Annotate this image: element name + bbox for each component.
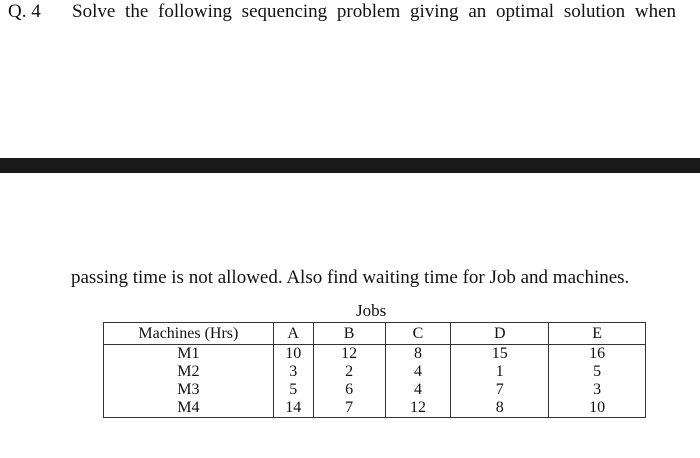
table-cell: 14	[273, 399, 313, 418]
job-header-e: E	[549, 323, 646, 345]
table-cell: 8	[451, 399, 549, 418]
table-cell: 5	[549, 363, 646, 381]
machines-header: Machines (Hrs)	[104, 323, 274, 345]
table-row	[104, 363, 646, 381]
job-header-c: C	[385, 323, 451, 345]
table-cell: 3	[273, 363, 313, 381]
table-row	[104, 381, 646, 399]
table-cell: 1	[451, 363, 549, 381]
table-cell: 3	[549, 381, 646, 399]
table-cell: 10	[549, 399, 646, 418]
machine-label: M4	[104, 399, 274, 418]
table-row	[104, 345, 646, 364]
table-cell: 12	[313, 345, 385, 364]
table-cell: 7	[313, 399, 385, 418]
machine-label: M1	[104, 345, 274, 364]
table-cell: 6	[313, 381, 385, 399]
question-text-line-2: passing time is not allowed. Also find waiting time for Job and machines.	[71, 267, 630, 288]
question-text-line-1: Solve the following sequencing problem giving an optimal solution when	[72, 1, 676, 22]
table-cell: 7	[451, 381, 549, 399]
sequencing-table	[103, 322, 646, 418]
job-header-a: A	[273, 323, 313, 345]
table-cell: 16	[549, 345, 646, 364]
job-header-d: D	[451, 323, 549, 345]
table-cell: 4	[385, 381, 451, 399]
table-cell: 2	[313, 363, 385, 381]
table-cell: 5	[273, 381, 313, 399]
table-cell: 4	[385, 363, 451, 381]
table-cell: 10	[273, 345, 313, 364]
redaction-band	[0, 158, 700, 173]
job-header-b: B	[313, 323, 385, 345]
table-row	[104, 399, 646, 418]
table-cell: 15	[451, 345, 549, 364]
machine-label: M3	[104, 381, 274, 399]
table-header-row	[104, 323, 646, 345]
question-number: Q. 4	[8, 1, 41, 22]
table-cell: 12	[385, 399, 451, 418]
table-cell: 8	[385, 345, 451, 364]
jobs-label: Jobs	[356, 301, 387, 320]
machine-label: M2	[104, 363, 274, 381]
